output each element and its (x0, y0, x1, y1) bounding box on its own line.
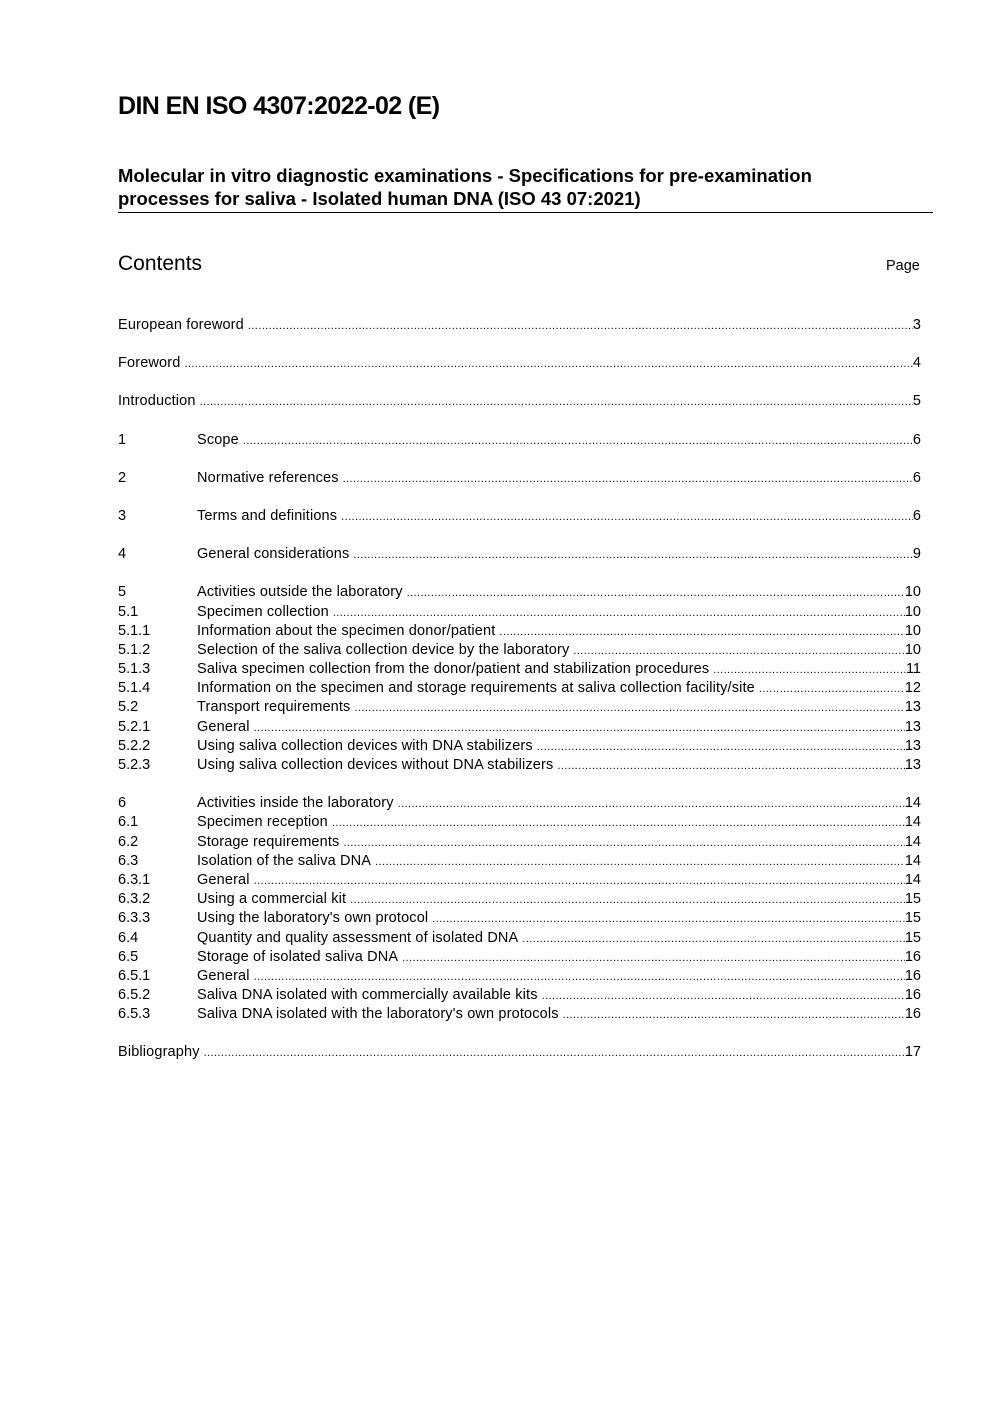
toc-dot-leader (243, 432, 913, 450)
toc-dot-leader (402, 949, 905, 967)
toc-entry-page: 16 (904, 948, 921, 965)
document-title-line-1: Molecular in vitro diagnostic examinations - Specifications for pre-examination (118, 165, 812, 186)
toc-entry[interactable] (118, 718, 921, 737)
toc-entry-page: 13 (904, 699, 921, 716)
toc-entry[interactable] (118, 986, 921, 1005)
page-column-label: Page (886, 258, 920, 274)
toc-dot-leader (354, 699, 904, 717)
toc-entry-number: 2 (118, 469, 127, 486)
toc-dot-leader (350, 891, 905, 909)
toc-entry-page: 4 (912, 355, 921, 372)
toc-spacer (118, 775, 921, 794)
toc-entry-page: 13 (904, 737, 921, 754)
toc-entry[interactable] (118, 679, 921, 698)
toc-entry[interactable] (118, 316, 921, 335)
toc-entry-page: 15 (904, 910, 921, 927)
toc-entry-number: 5 (118, 584, 127, 601)
toc-entry-page: 3 (912, 317, 921, 333)
toc-entry-page: 14 (904, 795, 921, 812)
toc-entry[interactable] (118, 603, 921, 622)
toc-entry[interactable] (118, 583, 921, 602)
toc-entry-title: Storage of isolated saliva DNA (197, 948, 399, 965)
toc-dot-leader (398, 795, 905, 813)
toc-entry-number: 5.2 (118, 699, 139, 716)
toc-entry-page: 11 (905, 661, 921, 678)
toc-entry-page: 17 (904, 1044, 921, 1061)
toc-entry-title: Specimen collection (197, 603, 329, 620)
toc-entry[interactable] (118, 929, 921, 948)
toc-dot-leader (557, 757, 904, 775)
toc-entry[interactable] (118, 794, 921, 813)
toc-entry[interactable] (118, 469, 921, 488)
toc-entry-title: Saliva specimen collection from the donor/patient and stabilization procedures (197, 661, 710, 678)
toc-spacer (118, 412, 921, 431)
toc-dot-leader (542, 987, 905, 1005)
toc-dot-leader (563, 1006, 905, 1024)
toc-entry-page: 14 (904, 814, 921, 831)
toc-entry-number: 4 (118, 546, 127, 563)
toc-entry-title: General (197, 967, 250, 984)
toc-entry-number: 5.1.3 (118, 661, 151, 678)
toc-entry-page: 15 (904, 929, 921, 946)
toc-dot-leader (537, 738, 905, 756)
toc-entry-page: 6 (912, 507, 921, 524)
toc-entry-number: 6.3.2 (118, 891, 151, 908)
toc-dot-leader (341, 508, 913, 526)
toc-entry-page: 10 (904, 641, 921, 658)
toc-entry[interactable] (118, 392, 921, 411)
toc-entry[interactable] (118, 545, 921, 564)
toc-entry[interactable] (118, 641, 921, 660)
toc-entry-title: Selection of the saliva collection device by the laboratory (197, 641, 570, 658)
toc-entry-number: 6.5.1 (118, 967, 151, 984)
toc-dot-leader (184, 355, 912, 373)
toc-entry-number: 6.4 (118, 929, 139, 946)
toc-entry[interactable] (118, 890, 921, 909)
toc-entry-page: 16 (904, 987, 921, 1004)
toc-entry-page: 16 (904, 967, 921, 984)
toc-entry-page: 10 (904, 603, 921, 620)
toc-entry-title: Activities inside the laboratory (197, 795, 394, 812)
toc-entry-page: 9 (912, 546, 921, 563)
toc-entry[interactable] (118, 431, 921, 450)
toc-spacer (118, 564, 921, 583)
toc-entry-number: 6.3.1 (118, 871, 151, 888)
toc-entry-number: 5.2.2 (118, 737, 151, 754)
toc-entry-title: Quantity and quality assessment of isolated DNA (197, 929, 519, 946)
toc-entry-page: 10 (904, 622, 921, 639)
toc-entry-title: Foreword (118, 355, 181, 372)
toc-entry-title: Using the laboratory's own protocol (197, 910, 429, 927)
toc-spacer (118, 526, 921, 545)
toc-entry[interactable] (118, 622, 921, 641)
toc-entry-page: 12 (904, 680, 921, 697)
toc-entry-number: 6.3.3 (118, 910, 151, 927)
toc-entry-title: General considerations (197, 546, 350, 563)
toc-dot-leader (254, 872, 905, 890)
toc-entry[interactable] (118, 660, 921, 679)
toc-entry-page: 10 (904, 584, 921, 601)
toc-entry-title: European foreword (118, 317, 244, 333)
toc-entry-title: Saliva DNA isolated with the laboratory's own protocols (197, 1006, 559, 1023)
toc-dot-leader (375, 853, 905, 871)
toc-entry-title: General (197, 871, 250, 888)
toc-entry-number: 6.5.2 (118, 987, 151, 1004)
toc-dot-leader (333, 604, 905, 622)
toc-entry-page: 6 (912, 431, 921, 448)
toc-dot-leader (254, 968, 905, 986)
toc-entry[interactable] (118, 813, 921, 832)
toc-entry-title: Saliva DNA isolated with commercially available kits (197, 987, 538, 1004)
toc-spacer (118, 450, 921, 469)
toc-entry-number: 5.1 (118, 603, 139, 620)
toc-entry-title: Activities outside the laboratory (197, 584, 403, 601)
toc-entry-number: 5.1.1 (118, 622, 151, 639)
toc-entry-title: Using saliva collection devices with DNA stabilizers (197, 737, 533, 754)
toc-spacer (118, 488, 921, 507)
toc-entry[interactable] (118, 756, 921, 775)
toc-dot-leader (759, 680, 905, 698)
toc-entry[interactable] (118, 871, 921, 890)
toc-entry-page: 14 (904, 852, 921, 869)
toc-entry-number: 6 (118, 795, 127, 812)
contents-heading: Contents (118, 252, 203, 275)
toc-dot-leader (248, 317, 913, 335)
toc-entry-title: Bibliography (118, 1044, 200, 1061)
toc-entry-number: 6.1 (118, 814, 139, 831)
toc-entry-page: 13 (904, 757, 921, 773)
toc-entry[interactable] (118, 1043, 921, 1062)
table-of-contents (118, 316, 921, 1063)
toc-entry-number: 6.5.3 (118, 1006, 151, 1023)
toc-entry-page: 5 (912, 393, 921, 410)
toc-entry-title: Storage requirements (197, 833, 340, 850)
toc-entry-title: Transport requirements (197, 699, 351, 716)
toc-spacer (118, 335, 921, 354)
toc-entry-title: Introduction (118, 393, 196, 410)
toc-entry-page: 14 (904, 871, 921, 888)
toc-entry-number: 3 (118, 507, 127, 524)
document-title-line-2: processes for saliva - Isolated human DNA (ISO 43 07:2021) (118, 188, 641, 209)
toc-entry-title: Using a commercial kit (197, 891, 347, 908)
toc-entry[interactable] (118, 507, 921, 526)
toc-dot-leader (432, 910, 905, 928)
toc-entry[interactable] (118, 909, 921, 928)
toc-dot-leader (713, 661, 906, 679)
toc-entry-page: 16 (904, 1006, 921, 1023)
document-title (118, 164, 933, 213)
toc-dot-leader (204, 1044, 905, 1062)
toc-dot-leader (343, 470, 913, 488)
document-id: DIN EN ISO 4307:2022-02 (E) (118, 92, 440, 120)
toc-entry-title: General (197, 718, 250, 735)
toc-entry-page: 6 (912, 469, 921, 486)
toc-entry-title: Normative references (197, 469, 339, 486)
toc-entry-page: 15 (904, 891, 921, 908)
toc-dot-leader (353, 546, 913, 564)
toc-entry[interactable] (118, 833, 921, 852)
toc-entry-page: 14 (904, 833, 921, 850)
toc-entry-title: Information on the specimen and storage requirements at saliva collection facility/site (197, 680, 755, 697)
toc-spacer (118, 373, 921, 392)
toc-entry-title: Isolation of the saliva DNA (197, 852, 372, 869)
toc-entry-number: 1 (118, 431, 127, 448)
toc-entry-number: 6.2 (118, 833, 139, 850)
toc-entry-title: Using saliva collection devices without DNA stabilizers (197, 757, 554, 773)
toc-dot-leader (332, 814, 905, 832)
toc-entry[interactable] (118, 354, 921, 373)
toc-dot-leader (254, 719, 905, 737)
toc-entry[interactable] (118, 967, 921, 986)
toc-entry-page: 13 (904, 718, 921, 735)
toc-entry[interactable] (118, 737, 921, 756)
toc-dot-leader (499, 623, 904, 641)
toc-entry-number: 6.5 (118, 948, 139, 965)
toc-entry[interactable] (118, 948, 921, 967)
toc-entry-title: Information about the specimen donor/patient (197, 622, 496, 639)
toc-entry[interactable] (118, 1005, 921, 1024)
toc-dot-leader (573, 642, 904, 660)
toc-entry-title: Terms and definitions (197, 507, 338, 524)
toc-entry-number: 6.3 (118, 852, 139, 869)
toc-entry-title: Specimen reception (197, 814, 328, 831)
toc-entry-title: Scope (197, 431, 239, 448)
toc-spacer (118, 1024, 921, 1043)
toc-dot-leader (407, 584, 905, 602)
toc-entry-number: 5.1.2 (118, 641, 151, 658)
toc-dot-leader (343, 834, 904, 852)
toc-entry-number: 5.1.4 (118, 680, 151, 697)
toc-entry-number: 5.2.1 (118, 718, 151, 735)
toc-entry-number: 5.2.3 (118, 757, 151, 773)
toc-entry[interactable] (118, 852, 921, 871)
toc-dot-leader (522, 930, 904, 948)
toc-dot-leader (200, 393, 913, 411)
toc-entry[interactable] (118, 698, 921, 717)
